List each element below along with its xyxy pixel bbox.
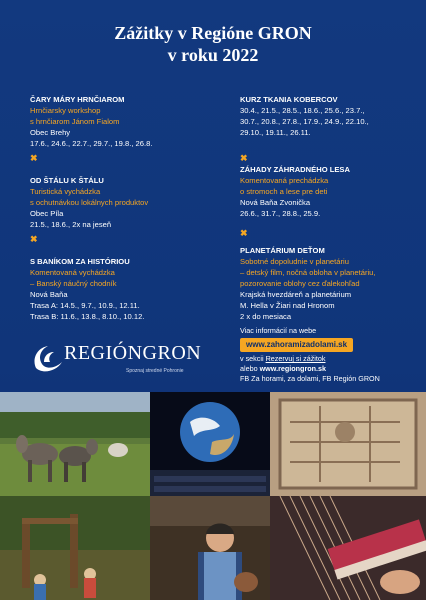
event-desc: pozorovanie oblohy cez ďalekohľad (240, 279, 360, 288)
event-block (30, 256, 220, 322)
logo-tagline: Spoznaj stredné Pohronie (126, 368, 184, 374)
regiongron-link[interactable]: www.regiongron.sk (259, 364, 327, 373)
event-dates: 30.4., 21.5., 28.5., 18.6., 25.6., 23.7., (240, 106, 365, 115)
event-heading: ZÁHADY ZÁHRADNÉHO LESA (240, 165, 350, 174)
event-block (240, 245, 415, 322)
event-dates: 2 x do mesiaca (240, 312, 292, 321)
event-desc: Turistická vychádzka (30, 187, 101, 196)
event-place: Nová Baňa Zvonička (240, 198, 311, 207)
event-desc: Komentovaná vychádzka (30, 268, 115, 277)
event-heading: OD ŠTÁLU K ŠTÁLU (30, 176, 104, 185)
event-block (240, 94, 415, 138)
event-desc: s hrnčiarom Jánom Fialom (30, 117, 120, 126)
planetarium-photo (150, 392, 270, 496)
right-column (240, 94, 415, 322)
event-place: M. Hella v Žiari nad Hronom (240, 301, 335, 310)
event-dates: Trasa A: 14.5., 9.7., 10.9., 12.11. (30, 301, 140, 310)
more-section (240, 354, 415, 364)
event-dates: 21.5., 18.6., 2x na jeseň (30, 220, 112, 229)
event-dates: 17.6., 24.6., 22.7., 29.7., 19.8., 26.8. (30, 139, 153, 148)
event-dates: 26.6., 31.7., 28.8., 25.9. (240, 209, 321, 218)
more-info (240, 326, 415, 384)
more-intro: Viac informácií na webe (240, 326, 317, 335)
event-desc: – Banský náučný chodník (30, 279, 117, 288)
event-dates: Trasa B: 11.6., 13.8., 8.10., 10.12. (30, 312, 145, 321)
title-line-2: v roku 2022 (167, 45, 259, 65)
event-place: Obec Píla (30, 209, 64, 218)
donkeys-photo (0, 392, 150, 496)
event-block (30, 175, 220, 230)
title-line-1: Zážitky v Regióne GRON (114, 23, 312, 43)
cross-icon: ✖ (240, 153, 248, 163)
event-desc: – detský film, nočná obloha v planetáriu, (240, 268, 376, 277)
cross-icon: ✖ (240, 228, 248, 238)
event-dates: 30.7., 20.8., 27.8., 17.9., 24.9., 22.10., (240, 117, 369, 126)
event-heading: ČARY MÁRY HRNČIAROM (30, 95, 125, 104)
cross-icon: ✖ (30, 234, 38, 244)
event-desc: o stromoch a lese pre deti (240, 187, 328, 196)
more-alt (240, 364, 415, 374)
facebook-info: FB Za horami, za dolami, FB Región GRON (240, 374, 380, 383)
weaving-photo (270, 496, 426, 600)
event-desc: Komentovaná prechádzka (240, 176, 329, 185)
poster-title (0, 22, 426, 66)
regiongron-logo (30, 340, 205, 380)
photo-collage (0, 392, 426, 600)
reservation-link[interactable]: Rezervuj si zážitok (265, 354, 326, 363)
event-block (30, 94, 220, 149)
website-link[interactable]: www.zahoramizadolami.sk (240, 338, 353, 352)
more-text: v sekcii (240, 354, 266, 363)
event-dates: 29.10., 19.11., 26.11. (240, 128, 311, 137)
event-block (240, 164, 415, 219)
event-place: Obec Brehy (30, 128, 71, 137)
more-text: alebo (240, 364, 260, 373)
logo-name: REGIÓNGRON (64, 342, 202, 364)
event-desc: Sobotné dopoludnie v planetáriu (240, 257, 349, 266)
event-desc: s ochutnávkou lokálnych produktov (30, 198, 149, 207)
event-heading: PLANETÁRIUM DEŤOM (240, 246, 325, 255)
logo-wave-icon (30, 342, 66, 372)
event-desc: Hrnčiarsky workshop (30, 106, 101, 115)
forest-kids-photo (0, 496, 150, 600)
event-heading: S BANÍKOM ZA HISTÓRIOU (30, 257, 130, 266)
event-place: Nová Baňa (30, 290, 68, 299)
left-column (30, 94, 220, 322)
event-heading: KURZ TKANIA KOBERCOV (240, 95, 338, 104)
mining-map-photo (270, 392, 426, 496)
potter-photo (150, 496, 270, 600)
cross-icon: ✖ (30, 153, 38, 163)
event-place: Krajská hvezdáreň a planetárium (240, 290, 352, 299)
